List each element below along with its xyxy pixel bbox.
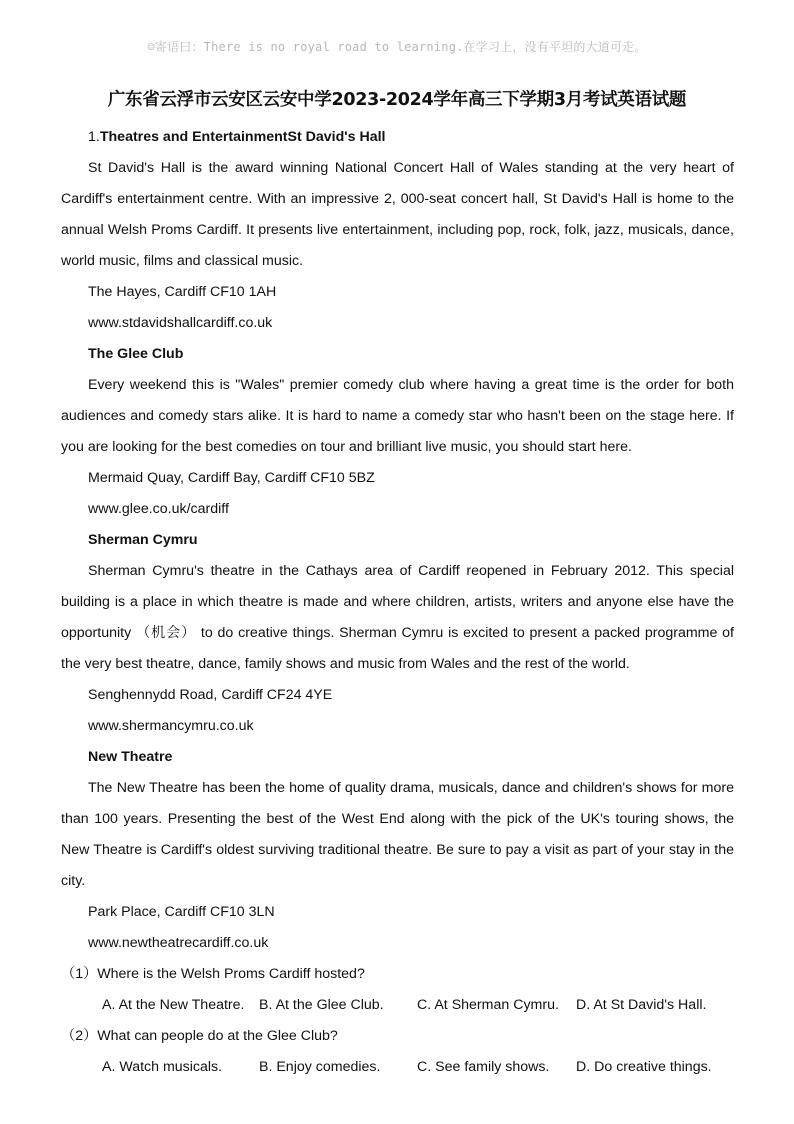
question-number: （2） xyxy=(61,1028,98,1044)
passage-heading-text: Theatres and EntertainmentSt David's Hall xyxy=(99,129,386,145)
option-a[interactable]: A. Watch musicals. xyxy=(102,1059,223,1075)
option-b[interactable]: B. Enjoy comedies. xyxy=(259,1059,381,1075)
venue-website: www.shermancymru.co.uk xyxy=(88,718,254,734)
question-number: （1） xyxy=(61,966,98,982)
option-a[interactable]: A. At the New Theatre. xyxy=(102,997,245,1013)
exam-title: 广东省云浮市云安区云安中学2023-2024学年高三下学期3月考试英语试题 xyxy=(107,90,687,110)
venue-description: Every weekend this is "Wales" premier comedy club where having a great time is the order for both audiences and comedy stars alike. It is hard to name a comedy star who hasn't been on the stage here. If you are looking for the best comedies on tour and brilliant live music, you should start here. xyxy=(61,377,734,455)
question xyxy=(61,959,734,990)
document-body xyxy=(61,122,734,1083)
venue-description: The New Theatre has been the home of quality drama, musicals, dance and children's shows for more than 100 years. Presenting the best of the West End along with the pick of the UK's touring shows, the New Theatre is Cardiff's oldest surviving traditional theatre. Be sure to pay a visit as part of your stay in the city. xyxy=(61,780,734,889)
venue-description: St David's Hall is the award winning National Concert Hall of Wales standing at the very heart of Cardiff's entertainment centre. With an impressive 2, 000-seat concert hall, St David's Hall is home to the annual Welsh Proms Cardiff. It presents live entertainment, including pop, rock, folk, jazz, musicals, dance, world music, films and classical music. xyxy=(61,160,734,269)
venue-address: Park Place, Cardiff CF10 3LN xyxy=(88,904,275,920)
venue-name: Sherman Cymru xyxy=(88,532,198,548)
venue-address: Senghennydd Road, Cardiff CF24 4YE xyxy=(88,687,333,703)
option-d[interactable]: D. Do creative things. xyxy=(576,1059,712,1075)
answer-options xyxy=(61,1052,734,1083)
venue-name: New Theatre xyxy=(88,749,173,765)
option-c[interactable]: C. See family shows. xyxy=(417,1059,550,1075)
option-b[interactable]: B. At the Glee Club. xyxy=(259,997,384,1013)
question xyxy=(61,1021,734,1052)
question-text: What can people do at the Glee Club? xyxy=(97,1028,338,1044)
option-c[interactable]: C. At Sherman Cymru. xyxy=(417,997,559,1013)
venue-website: www.stdavidshallcardiff.co.uk xyxy=(88,315,273,331)
answer-options xyxy=(61,990,734,1021)
venue-address: Mermaid Quay, Cardiff Bay, Cardiff CF10 5BZ xyxy=(88,470,375,486)
passage-number: 1. xyxy=(88,129,100,145)
question-text: Where is the Welsh Proms Cardiff hosted? xyxy=(97,966,365,982)
passage-heading xyxy=(61,122,734,153)
option-d[interactable]: D. At St David's Hall. xyxy=(576,997,707,1013)
venue-website: www.glee.co.uk/cardiff xyxy=(88,501,229,517)
venue-name: The Glee Club xyxy=(88,346,184,362)
header-motto: ☺寄语曰：There is no royal road to learning.在学习上，没有平坦的大道可走。 xyxy=(147,40,647,54)
venue-website: www.newtheatrecardiff.co.uk xyxy=(88,935,269,951)
venue-description: Sherman Cymru's theatre in the Cathays area of Cardiff reopened in February 2012. This special building is a place in which theatre is made and where children, artists, writers and anyone else have the opportunity （机会） to do creative things. Sherman Cymru is excited to present a packed programme of the very best theatre, dance, family shows and music from Wales and the rest of the world. xyxy=(61,563,734,672)
venue-address: The Hayes, Cardiff CF10 1AH xyxy=(88,284,277,300)
